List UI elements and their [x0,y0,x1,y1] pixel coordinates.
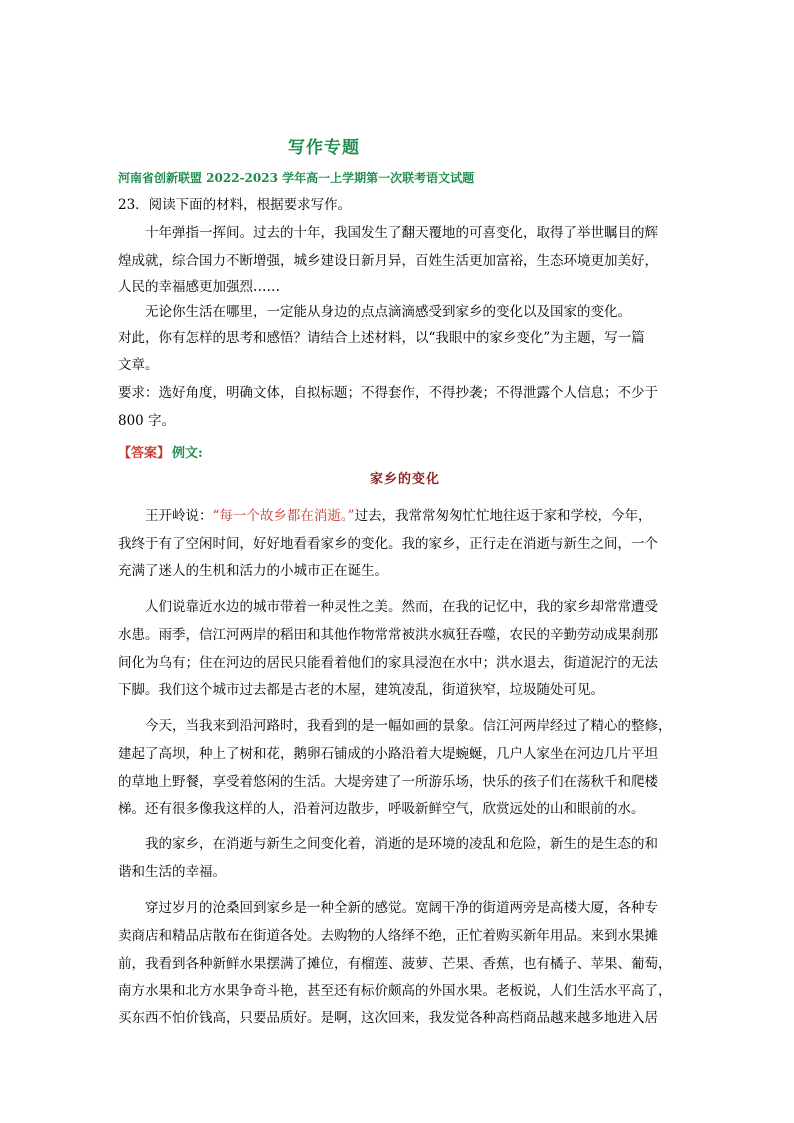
essay-line: 我的家乡，在消逝与新生之间变化着，消逝的是环境的凌乱和危险，新生的是生态的和 [145,836,658,852]
quote-text: “每一个故乡都在消逝。” [212,508,355,524]
material-line: 无论你生活在哪里，一定能从身边的点点滴滴感受到家乡的变化以及国家的变化。 [145,304,631,320]
question-prompt: 23．阅读下面的材料，根据要求写作。 [118,197,352,213]
example-label: 例文: [172,446,203,461]
essay-line: 谐和生活的幸福。 [118,864,226,880]
essay-line: 建起了高坝，种上了树和花，鹅卵石铺成的小路沿着大堤蜿蜒，几户人家坐在河边几片平坦 [118,746,658,762]
material-line: 煌成就，综合国力不断增强，城乡建设日新月异，百姓生活更加富裕，生态环境更加美好， [118,253,658,269]
material-line: 人民的幸福感更加强烈…… [118,279,280,295]
essay-text: 过去，我常常匆匆忙忙地往返于家和学校，今年， [354,508,652,524]
essay-line: 南方水果和北方水果争奇斗艳，甚至还有标价颇高的外国水果。老板说，人们生活水平高了， [118,983,672,999]
page-title: 写作专题 [288,138,360,158]
essay-line: 人们说靠近水边的城市带着一种灵性之美。然而，在我的记忆中，我的家乡却常常遭受 [145,599,658,615]
essay-line: 下脚。我们这个城市过去都是古老的木屋，建筑凌乱，街道狭窄，垃圾随处可见。 [118,682,604,698]
essay-line: 今天，当我来到沿河路时，我看到的是一幅如画的景象。信江河两岸经过了精心的整修， [145,718,672,734]
essay-line: 梯。还有很多像我这样的人，沿着河边散步，呼吸新鲜空气，欣赏远处的山和眼前的水。 [118,801,645,817]
material-line: 文章。 [118,357,159,373]
essay-line: 穿过岁月的沧桑回到家乡是一种全新的感觉。宽阔干净的街道两旁是高楼大厦，各种专 [145,900,658,916]
essay-line: 卖商店和精品店散布在街道各处。去购物的人络绎不绝，正忙着购买新年用品。来到水果摊 [118,928,658,944]
essay-line: 前，我看到各种新鲜水果摆满了摊位，有榴莲、菠萝、芒果、香蕉，也有橘子、苹果、葡萄， [118,956,672,972]
essay-line: 间化为乌有；住在河边的居民只能看着他们的家具浸泡在水中；洪水退去，街道泥泞的无法 [118,655,658,671]
essay-line: 水患。雨季，信江河两岸的稻田和其他作物常常被洪水疯狂吞噬，农民的辛勤劳动成果刹那 [118,627,658,643]
essay-title: 家乡的变化 [370,472,441,487]
material-line: 十年弹指一挥间。过去的十年，我国发生了翻天覆地的可喜变化，取得了举世瞩目的辉 [145,225,658,241]
answer-heading [118,442,203,461]
essay-line: 充满了迷人的生机和活力的小城市正在诞生。 [118,563,388,579]
essay-line: 买东西不怕价钱高，只要品质好。是啊，这次回来，我发觉各种高档商品越来越多地进入居 [118,1010,658,1026]
essay-line: 的草地上野餐，享受着悠闲的生活。大堤旁建了一所游乐场，快乐的孩子们在荡秋千和爬楼 [118,774,658,790]
material-line: 对此，你有怎样的思考和感悟？请结合上述材料，以“我眼中的家乡变化”为主题，写一篇 [118,330,645,346]
requirement-line: 800 字。 [118,413,176,429]
essay-line: 我终于有了空闲时间，好好地看看家乡的变化。我的家乡，正行走在消逝与新生之间，一个 [118,536,658,552]
exam-source-subtitle: 河南省创新联盟 2022-2023 学年高一上学期第一次联考语文试题 [118,171,475,185]
essay-line [145,505,652,527]
answer-tag: 【答案】 [118,446,171,461]
quote-attribution: 王开岭说： [145,508,213,524]
requirement-line: 要求：选好角度，明确文体，自拟标题；不得套作，不得抄袭；不得泄露个人信息；不少于 [118,385,658,401]
